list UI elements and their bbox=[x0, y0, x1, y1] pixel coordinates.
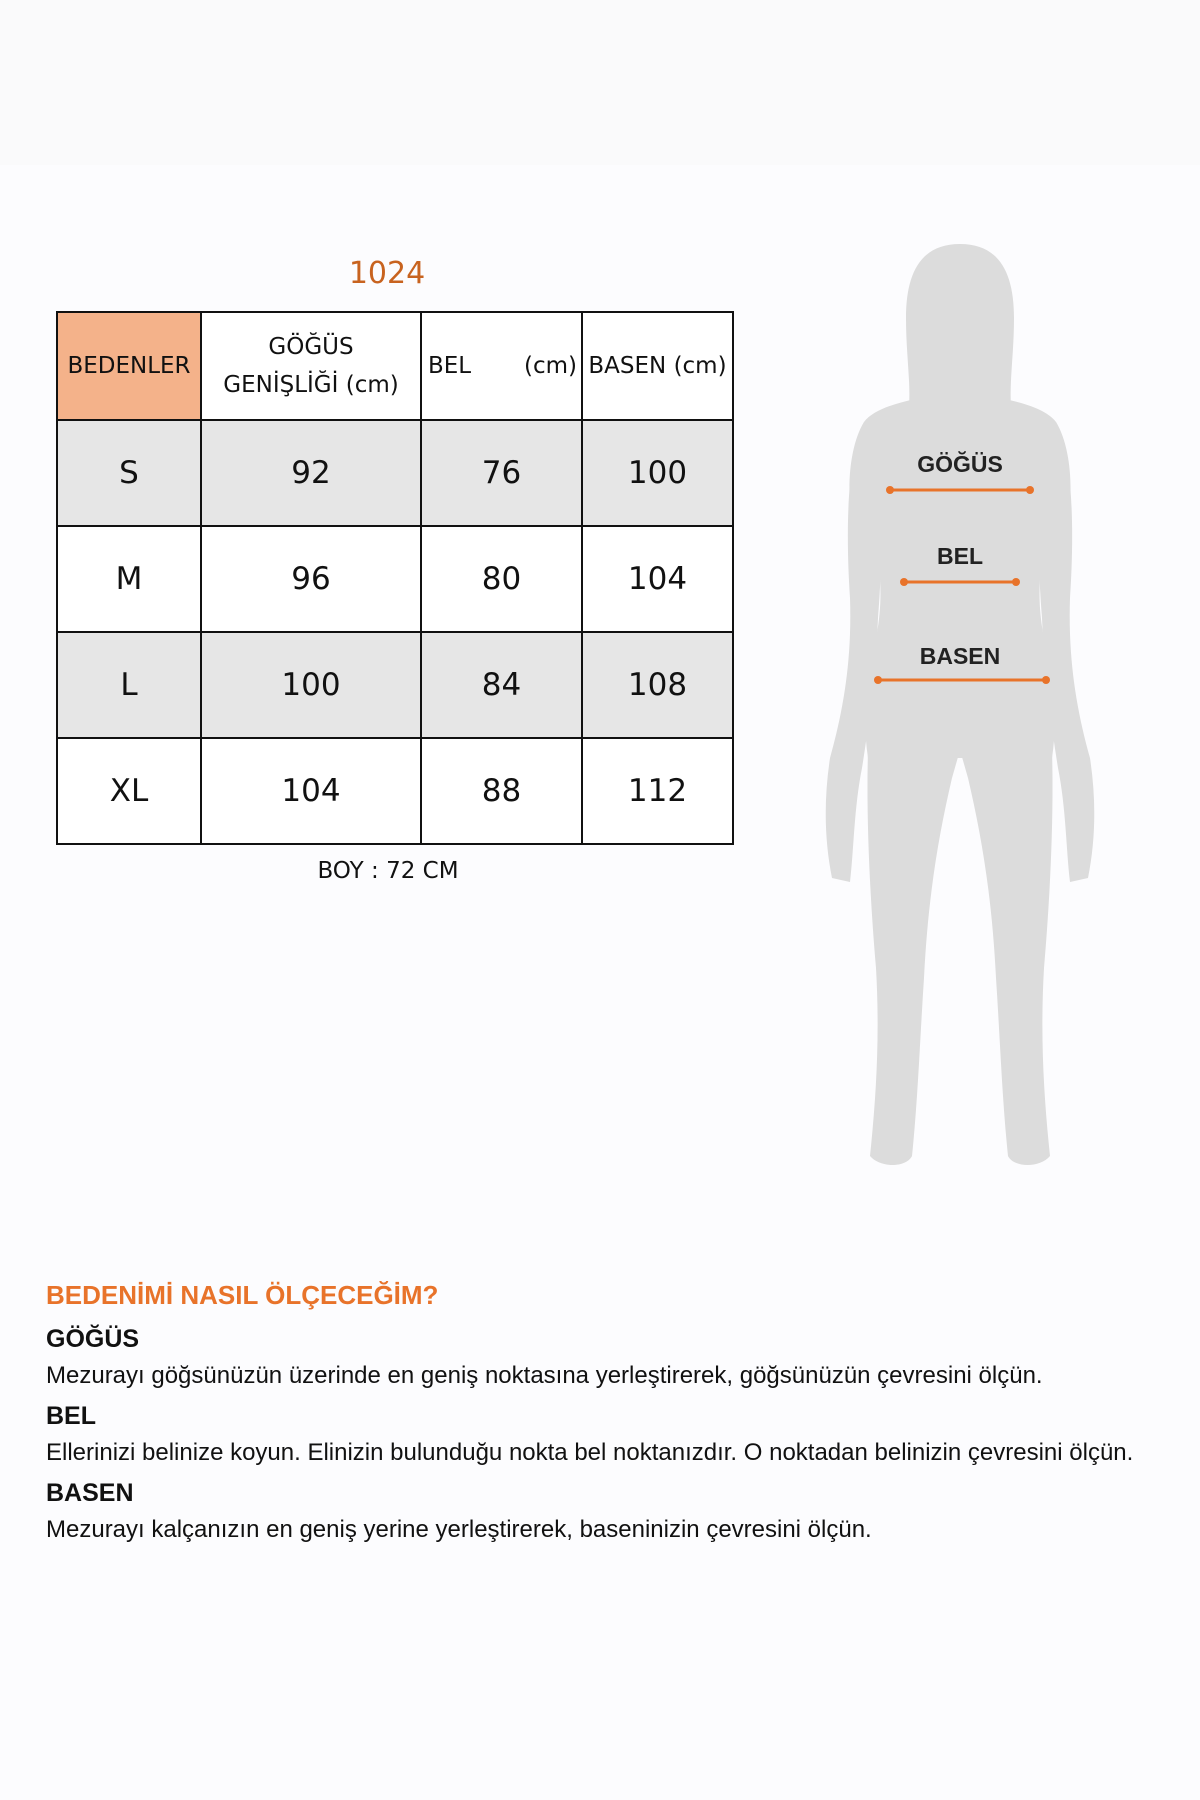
table-row bbox=[57, 632, 733, 738]
cell-hip: 104 bbox=[582, 526, 733, 632]
cell-size: L bbox=[57, 632, 201, 738]
header-chest-line1: GÖĞÜS bbox=[268, 334, 354, 360]
guide-waist-heading: BEL bbox=[46, 1402, 96, 1430]
cell-waist: 88 bbox=[421, 738, 582, 844]
silhouette-shape bbox=[826, 244, 1095, 1165]
waist-line-end-left bbox=[900, 578, 908, 586]
header-sizes: BEDENLER bbox=[57, 312, 201, 420]
header-chest-line2: GENİŞLİĞİ (cm) bbox=[223, 372, 399, 398]
table-row bbox=[57, 526, 733, 632]
guide-waist-text: Ellerinizi belinize koyun. Elinizin bulunduğu nokta bel noktanızdır. O noktadan belinizin çevresini ölçün. bbox=[46, 1439, 1134, 1466]
cell-hip: 112 bbox=[582, 738, 733, 844]
header-waist-label: BEL bbox=[428, 353, 472, 379]
guide-hip-heading: BASEN bbox=[46, 1479, 134, 1507]
table-header-row bbox=[57, 312, 733, 420]
header-chest-width bbox=[201, 312, 421, 420]
chest-line-end-right bbox=[1026, 486, 1034, 494]
hip-line-end-left bbox=[874, 676, 882, 684]
guide-hip-text: Mezurayı kalçanızın en geniş yerine yerleştirerek, baseninizin çevresini ölçün. bbox=[46, 1516, 872, 1543]
waist-line-end-right bbox=[1012, 578, 1020, 586]
right-leg-shape bbox=[960, 750, 1053, 1165]
product-code: 1024 bbox=[348, 256, 426, 291]
table-row bbox=[57, 420, 733, 526]
measuring-guide bbox=[46, 1280, 1156, 1556]
figure-label-hip: BASEN bbox=[919, 643, 1001, 669]
cell-chest: 100 bbox=[201, 632, 421, 738]
cell-chest: 92 bbox=[201, 420, 421, 526]
body-silhouette-figure bbox=[820, 238, 1100, 1178]
cell-size: M bbox=[57, 526, 201, 632]
head-shape bbox=[916, 254, 1004, 370]
header-waist-unit: (cm) bbox=[524, 353, 577, 379]
cell-hip: 108 bbox=[582, 632, 733, 738]
cell-chest: 104 bbox=[201, 738, 421, 844]
guide-chest-heading: GÖĞÜS bbox=[46, 1325, 140, 1353]
cell-waist: 76 bbox=[421, 420, 582, 526]
cell-chest: 96 bbox=[201, 526, 421, 632]
hip-line-end-right bbox=[1042, 676, 1050, 684]
cell-size: XL bbox=[57, 738, 201, 844]
figure-label-waist: BEL bbox=[937, 543, 983, 569]
left-leg-shape bbox=[867, 750, 960, 1165]
torso-shape bbox=[849, 394, 1070, 758]
figure-label-chest: GÖĞÜS bbox=[917, 451, 1003, 477]
guide-title: BEDENİMİ NASIL ÖLÇECEĞİM? bbox=[46, 1280, 439, 1310]
cell-size: S bbox=[57, 420, 201, 526]
cell-hip: 100 bbox=[582, 420, 733, 526]
size-chart-table bbox=[56, 311, 734, 845]
chest-line-end-left bbox=[886, 486, 894, 494]
table-row bbox=[57, 738, 733, 844]
header-hip: BASEN (cm) bbox=[582, 312, 733, 420]
top-band bbox=[0, 0, 1200, 165]
length-note: BOY : 72 CM bbox=[317, 858, 459, 884]
guide-chest-text: Mezurayı göğsünüzün üzerinde en geniş noktasına yerleştirerek, göğsünüzün çevresini ölçün. bbox=[46, 1362, 1043, 1389]
header-waist bbox=[421, 312, 582, 420]
cell-waist: 84 bbox=[421, 632, 582, 738]
cell-waist: 80 bbox=[421, 526, 582, 632]
